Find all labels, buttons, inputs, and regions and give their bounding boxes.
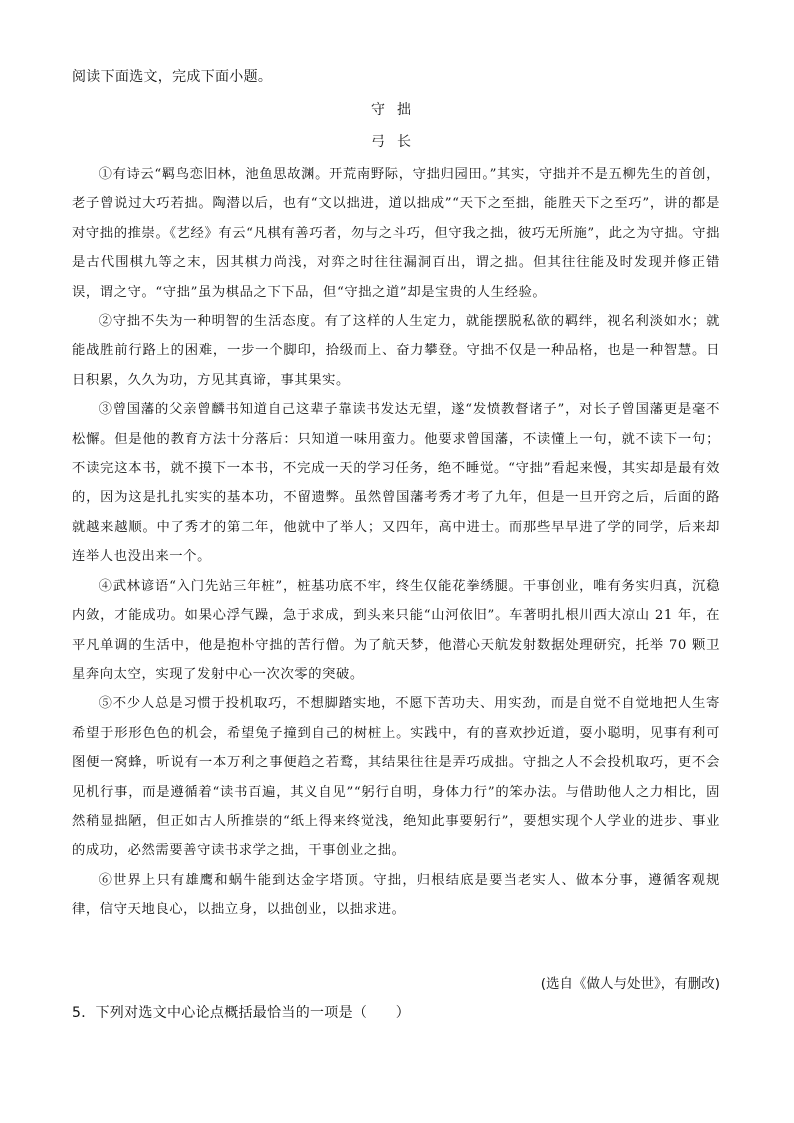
paragraph-1: ①有诗云“羁鸟恋旧林，池鱼思故渊。开荒南野际，守拙归园田。”其实，守拙并不是五柳先生的首创，老子曾说过大巧若拙。陶潜以后，也有“文以拙进，道以拙成”“天下之至拙，能胜天下之至巧”，讲的都是对守拙的推崇。《艺经》有云“凡棋有善巧者，勿与之斗巧，但守我之拙，彼巧无所施”，此之为守拙。守拙是古代围棋九等之末，因其棋力尚浅，对弈之时往往漏洞百出，谓之拙。但其往往能及时发现并修正错误，谓之守。“守拙”虽为棋品之下下品，但“守拙之道”却是宝贵的人生经验。 — [72, 167, 720, 300]
article-author: 弓长 — [371, 134, 423, 150]
source-note: (选自《做人与处世》，有删改) — [540, 976, 720, 992]
paragraph-5: ⑤不少人总是习惯于投机取巧，不想脚踏实地，不愿下苦功夫、用实劲，而是自觉不自觉地把人生寄希望于形形色色的机会，希望兔子撞到自己的树桩上。实践中，有的喜欢抄近道，耍小聪明，见事有利可图便一窝蜂，听说有一本万利之事便趋之若鹜，其结果往往是弄巧成拙。守拙之人不会投机取巧，更不会见机行事，而是遵循着“读书百遍，其义自见”“躬行自明，身体力行”的笨办法。与借助他人之力相比，固然稍显拙陋，但正如古人所推崇的“纸上得来终觉浅，绝知此事要躬行”，要想实现个人学业的进步、事业的成功，必然需要善守读书求学之拙，干事创业之拙。 — [72, 696, 720, 859]
paragraph-4: ④武林谚语“入门先站三年桩”，桩基功底不牢，终生仅能花拳绣腿。干事创业，唯有务实归真，沉稳内敛，才能成功。如果心浮气躁，急于求成，到头来只能“山河依旧”。车著明扎根川西大凉山 21 年，在平凡单调的生活中，他是抱朴守拙的苦行僧。为了航天梦，他潜心天航发射数据处理研究，托举 70 颗卫星奔向太空，实现了发射中心一次次零的突破。 — [72, 578, 720, 682]
reading-instruction: 阅读下面选文，完成下面小题。 — [72, 69, 273, 85]
question-5: 5．下列对选文中心论点概括最恰当的一项是（ ） — [72, 1005, 411, 1021]
paragraph-6: ⑥世界上只有雄鹰和蜗牛能到达金字塔顶。守拙，归根结底是要当老实人、做本分事，遵循客观规律，信守天地良心，以拙立身，以拙创业，以拙求进。 — [72, 872, 720, 918]
article-body — [72, 160, 720, 925]
article-title: 守拙 — [371, 102, 423, 118]
paragraph-3: ③曾国藩的父亲曾麟书知道自己这辈子靠读书发达无望，遂“发愤教督诸子”，对长子曾国藩更是毫不松懈。但是他的教育方法十分落后：只知道一味用蛮力。他要求曾国藩，不读懂上一句，就不读下一句；不读完这本书，就不摸下一本书，不完成一天的学习任务，绝不睡觉。“守拙”看起来慢，其实却是最有效的，因为这是扎扎实实的基本功，不留遗弊。虽然曾国藩考秀才考了九年，但是一旦开窍之后，后面的路就越来越顺。中了秀才的第二年，他就中了举人；又四年，高中进士。而那些早早进了学的同学，后来却连举人也没出来一个。 — [72, 402, 720, 565]
paragraph-2: ②守拙不失为一种明智的生活态度。有了这样的人生定力，就能摆脱私欲的羁绊，视名利淡如水；就能战胜前行路上的困难，一步一个脚印，拾级而上、奋力攀登。守拙不仅是一种品格，也是一种智慧。日日积累，久久为功，方见其真谛，事其果实。 — [72, 314, 720, 388]
